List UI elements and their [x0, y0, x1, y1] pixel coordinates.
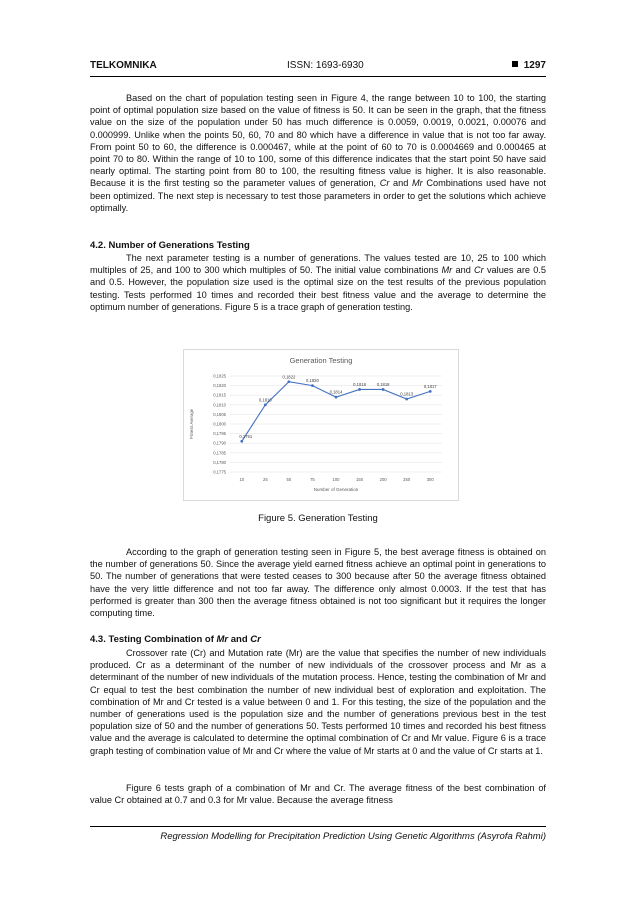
page-number: 1297	[523, 60, 546, 71]
data-point	[335, 396, 338, 399]
square-bullet-icon	[512, 61, 518, 67]
section-heading-4-3: 4.3. Testing Combination of Mr and Cr	[90, 634, 261, 645]
x-tick-label: 10	[239, 477, 245, 482]
paragraph-generation-intro: The next parameter testing is a number of generations. The values tested are 10, 25 to 100 which multiples of 25, and 100 to 300 which multiples of 50. The initial value combinations Mr and Cr values are 0.5 and 0.5. However, the population size used is the optimal size on the test results of the previous population testing. Tests performed 10 times and recorded their best fitness value and the average to determine the optimum number of generations. Figure 5 is a trace graph of generation testing.	[90, 253, 547, 312]
data-label: 0,1817	[423, 383, 437, 389]
y-tick-label: 0,1775	[213, 469, 226, 475]
y-tick-label: 0,1790	[213, 440, 226, 446]
x-tick-label: 75	[310, 477, 315, 482]
y-axis-label: Fitness Average	[189, 409, 194, 439]
y-tick-label: 0,1805	[213, 411, 226, 417]
figure-caption: Figure 5. Generation Testing	[258, 513, 378, 524]
data-label: 0,1820	[306, 378, 319, 384]
data-label: 0,1810	[258, 397, 272, 403]
data-label: 0,1813	[400, 391, 414, 397]
data-point	[264, 403, 267, 406]
data-label: 0,1818	[353, 381, 366, 387]
data-point	[311, 384, 314, 387]
y-tick-label: 0,1795	[213, 431, 226, 437]
figure-generation-testing	[183, 349, 459, 501]
data-point	[382, 388, 385, 391]
x-tick-label: 100	[332, 477, 340, 482]
y-tick-label: 0,1820	[213, 383, 226, 389]
chart-svg	[184, 350, 458, 500]
x-tick-label: 250	[403, 477, 411, 482]
journal-name: TELKOMNIKA	[90, 60, 157, 71]
page-header	[90, 58, 546, 77]
x-tick-label: 150	[356, 477, 364, 482]
chart-title: Generation Testing	[289, 356, 353, 365]
y-tick-label: 0,1780	[213, 459, 226, 465]
y-tick-label: 0,1800	[213, 421, 226, 427]
x-tick-label: 50	[286, 477, 292, 482]
paragraph-combination-intro: Crossover rate (Cr) and Mutation rate (Mr) are the value that specifies the number of new individuals produced. Cr as a determinant of the number of new individuals of the crossover process and Mr as a determinant of the number of new individuals of the mutation process. Hence, testing the combination of Mr and Cr equal to test the best combination the number of new individual best of exploration and exploitation. The combination of Mr and Cr tested is a value between 0 and 1. For this testing, the size of the population and the number of generations used is the population size and the number of generations previous best in the test population size of 50 and the number of generations 50. Tests performed 10 times and recorded his best fitness value and the average is calculated to determine the optimal combination of Cr and Mr value. Figure 6 is a trace graph testing of combination value of Mr and Cr where the value of Mr starts at 0 and the value of Cr starts at 1.	[90, 648, 546, 756]
issn: ISSN: 1693-6930	[287, 60, 364, 71]
x-tick-label: 25	[262, 477, 268, 482]
data-label: 0,1791	[239, 433, 253, 439]
section-heading-4-2: 4.2. Number of Generations Testing	[90, 240, 250, 251]
x-tick-label: 200	[379, 477, 387, 482]
data-point	[358, 388, 361, 391]
x-tick-label: 300	[426, 477, 434, 482]
data-point	[240, 440, 243, 443]
data-label: 0,1814	[329, 389, 343, 395]
paragraph-population-analysis: Based on the chart of population testing seen in Figure 4, the range between 10 to 100, the starting point of optimal population size based on the value of fitness is 50. It can be seen in the graph, that the fitness value on the size of the population under 50 has much difference is 0.0059, 0.0019, 0.0021, 0.00076 and 0.000999. Unlike when the points 50, 60, 70 and 80 which have a difference in value that is not too far away. From point 50 to 60, the difference is 0.000467, while at the point of 60 to 70 is 0.0004669 and 0.000465 at point 70 to 80. Within the range of 10 to 100, some of this difference indicates that the start point 50 have said nearly optimal. The starting point from 80 to 100, the resulting fitness value is higher. It is also reasonable. Because it is the first testing so the parameter values of generation, Cr and Mr Combinations used have not been optimized. The next step is necessary to test those parameters in order to get the solutions which achieve optimally.	[90, 93, 546, 213]
data-point	[405, 398, 408, 401]
y-tick-label: 0,1785	[213, 450, 226, 456]
page-number-wrap	[512, 60, 546, 71]
data-label: 0,1818	[376, 381, 390, 387]
y-tick-label: 0,1825	[213, 373, 226, 379]
paragraph-figure6: Figure 6 tests graph of a combination of Mr and Cr. The average fitness of the best combination of value Cr obtained at 0.7 and 0.3 for Mr value. Because the average fitness	[90, 783, 546, 806]
x-axis-label: Number of Generation	[313, 487, 359, 492]
paragraph-generation-results: According to the graph of generation testing seen in Figure 5, the best average fitness is obtained on the number of generations 50. Since the average yield earned fitness achieve an optimal point in generations to 50. The number of generations that were tested ceases to 300 because after 50 the average fitness obtained have the very little difference and not too far away. The difference only almost 0.0003. If the test that has performed is greater than 300 then the average fitness obtained is not too significant but it requires the longer computing time.	[90, 547, 546, 619]
data-point	[287, 380, 290, 383]
y-tick-label: 0,1815	[213, 392, 226, 398]
page-footer: Regression Modelling for Precipitation Prediction Using Genetic Algorithms (Asyrofa Rahmi)	[90, 826, 546, 842]
data-label: 0,1822	[282, 374, 296, 380]
y-tick-label: 0,1810	[213, 402, 226, 408]
data-point	[429, 390, 432, 393]
